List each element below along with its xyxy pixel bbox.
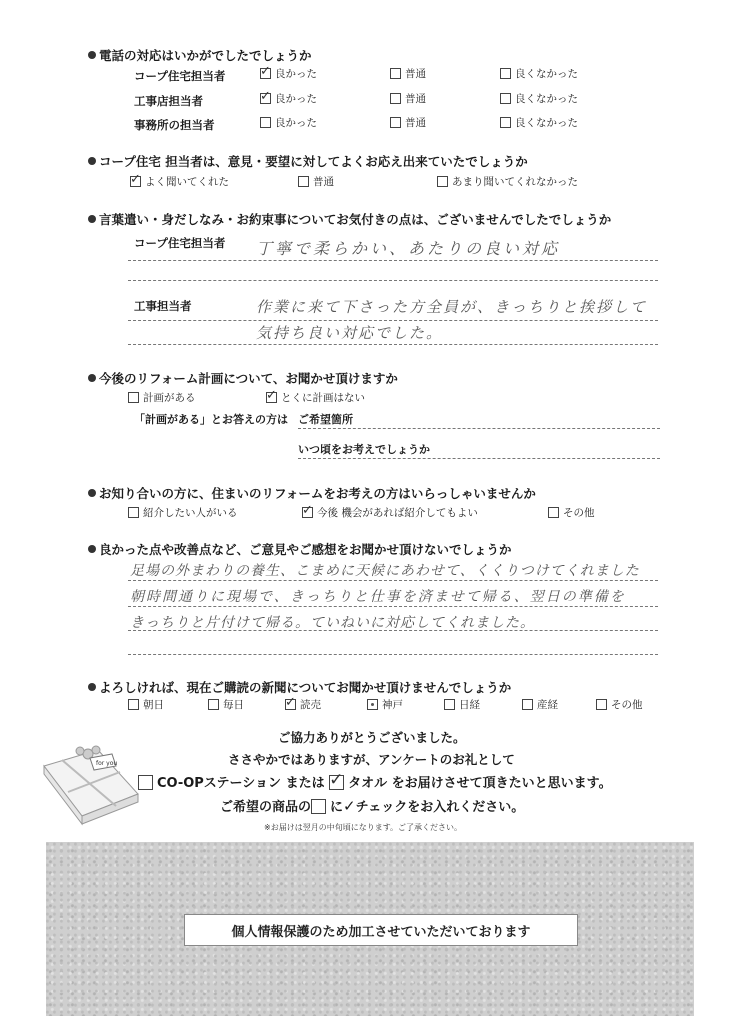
checkbox[interactable]: [128, 392, 139, 403]
q7-opt-yomiuri[interactable]: ✓ 読売: [285, 697, 321, 712]
q2-opt1[interactable]: ✓ よく聞いてくれた: [130, 174, 229, 189]
delivery-note: ※お届けは翌月の中旬頃になります。ご了承ください。: [264, 823, 463, 832]
q1-title: 電話の対応はいかがでしたでしょうか: [88, 46, 312, 64]
q2-title: コープ住宅 担当者は、意見・要望に対してよくお応え出来ていたでしょうか: [88, 152, 528, 170]
checkbox[interactable]: [128, 699, 139, 710]
q1-row1-label: コープ住宅担当者: [134, 69, 226, 83]
q1-row3-opt2[interactable]: 普通: [390, 115, 426, 130]
answer-line: [128, 630, 658, 631]
checkbox[interactable]: [522, 699, 533, 710]
q4-followup: 「計画がある」とお答えの方は: [134, 413, 288, 426]
checkbox[interactable]: [285, 699, 296, 710]
q2-opt2[interactable]: 普通: [298, 174, 334, 189]
sample-box: [311, 799, 326, 814]
q1-row1-opt2[interactable]: 普通: [390, 66, 426, 81]
answer-line: [128, 606, 658, 607]
q5-title: お知り合いの方に、住まいのリフォームをお考えの方はいらっしゃいませんか: [88, 484, 536, 502]
q4-opt2[interactable]: ✓ とくに計画はない: [266, 390, 365, 405]
coop-station-label: CO-OPステーション: [157, 776, 282, 791]
checkbox[interactable]: [444, 699, 455, 710]
check-instruction: ご希望の商品の に✓チェックをお入れください。: [220, 797, 525, 815]
q6-title: 良かった点や改善点など、ご意見やご感想をお聞かせ頂けないでしょうか: [88, 540, 512, 558]
checkbox[interactable]: [266, 392, 277, 403]
q1-row2-opt3[interactable]: 良くなかった: [500, 91, 578, 106]
q7-opt-nikkei[interactable]: 日経: [444, 697, 480, 712]
checkbox[interactable]: [500, 117, 511, 128]
q3-title: 言葉遣い・身だしなみ・お約束事についてお気付きの点は、ございませんでしたでしょうか: [88, 210, 611, 228]
checkbox[interactable]: [500, 68, 511, 79]
q7-opt-sankei[interactable]: 産経: [522, 697, 558, 712]
thanks-line1: ご協力ありがとうございました。: [278, 730, 466, 745]
answer-line: [298, 458, 660, 459]
q6-answer-2: 朝時間通りに現場で、きっちりと仕事を済ませて帰る、翌日の準備を: [130, 589, 626, 605]
q3-coop-answer: 丁寧で柔らかい、あたりの良い対応: [256, 239, 561, 258]
delivery-text: をお届けさせて頂きたいと思います。: [391, 776, 612, 791]
or-label: または: [285, 776, 325, 791]
q1-row2-opt1[interactable]: ✓ 良かった: [260, 91, 317, 106]
checkbox[interactable]: [500, 93, 511, 104]
thanks-line2: ささやかではありますが、アンケートのお礼として: [228, 752, 515, 767]
checkbox[interactable]: [367, 699, 378, 710]
gift-choice-row: [138, 772, 612, 791]
checkbox[interactable]: [260, 117, 271, 128]
q1-row3-opt3[interactable]: 良くなかった: [500, 115, 578, 130]
q7-opt-kobe[interactable]: 神戸: [367, 697, 403, 712]
privacy-notice: 個人情報保護のため加工させていただいております: [184, 914, 578, 946]
q4-title: 今後のリフォーム計画について、お聞かせ頂けますか: [88, 369, 398, 387]
checkbox[interactable]: [390, 117, 401, 128]
answer-line: [128, 320, 658, 321]
checkbox[interactable]: [260, 93, 271, 104]
q1-row2-label: 工事店担当者: [134, 94, 203, 108]
answer-line: [128, 260, 658, 261]
q6-answer-1: 足場の外まわりの養生、こまめに天候にあわせて、くくりつけてくれました: [130, 563, 640, 579]
answer-line: [128, 344, 658, 345]
gift-box-icon: [36, 736, 146, 826]
q6-answer-3: きっちりと片付けて帰る。ていねいに対応してくれました。: [130, 615, 535, 631]
q1-row3-label: 事務所の担当者: [134, 118, 215, 132]
q7-opt-mainichi[interactable]: 毎日: [208, 697, 244, 712]
answer-line: [128, 654, 658, 655]
q3-kouji-label: 工事担当者: [134, 299, 192, 313]
q3-kouji-answer-2: 気持ち良い対応でした。: [256, 324, 444, 342]
checkbox[interactable]: [437, 176, 448, 187]
answer-line: [128, 580, 658, 581]
coop-station-checkbox[interactable]: [138, 775, 153, 790]
checkbox[interactable]: [208, 699, 219, 710]
q7-opt-other[interactable]: その他: [596, 697, 643, 712]
q7-title: よろしければ、現在ご購読の新聞についてお聞かせ頂けませんでしょうか: [88, 678, 511, 696]
q4-when-label: いつ頃をお考えでしょうか: [298, 443, 430, 456]
q1-row3-opt1[interactable]: 良かった: [260, 115, 317, 130]
checkbox[interactable]: [128, 507, 139, 518]
checkbox[interactable]: [390, 68, 401, 79]
q1-row1-opt3[interactable]: 良くなかった: [500, 66, 578, 81]
checkbox[interactable]: [302, 507, 313, 518]
answer-line: [298, 428, 660, 429]
q3-kouji-answer-1: 作業に来て下さった方全員が、きっちりと挨拶して: [256, 298, 648, 316]
towel-checkbox[interactable]: [329, 775, 344, 790]
checkbox[interactable]: [260, 68, 271, 79]
gift-tag-text: for you: [96, 760, 118, 767]
answer-line: [128, 280, 658, 281]
check-mark-icon: ✓: [343, 797, 356, 815]
checkbox[interactable]: [390, 93, 401, 104]
checkbox[interactable]: [298, 176, 309, 187]
q5-opt2[interactable]: ✓ 今後 機会があれば紹介してもよい: [302, 505, 478, 520]
q1-row2-opt2[interactable]: 普通: [390, 91, 426, 106]
towel-label: タオル: [348, 776, 388, 791]
q4-place-label: ご希望箇所: [298, 413, 353, 426]
q5-opt3[interactable]: その他: [548, 505, 595, 520]
q3-coop-label: コープ住宅担当者: [134, 236, 226, 250]
q7-opt-asahi[interactable]: 朝日: [128, 697, 164, 712]
checkbox[interactable]: [130, 176, 141, 187]
q2-opt3[interactable]: あまり聞いてくれなかった: [437, 174, 578, 189]
checkbox[interactable]: [548, 507, 559, 518]
checkbox[interactable]: [596, 699, 607, 710]
q5-opt1[interactable]: 紹介したい人がいる: [128, 505, 238, 520]
q4-opt1[interactable]: 計画がある: [128, 390, 196, 405]
q1-row1-opt1[interactable]: ✓ 良かった: [260, 66, 317, 81]
